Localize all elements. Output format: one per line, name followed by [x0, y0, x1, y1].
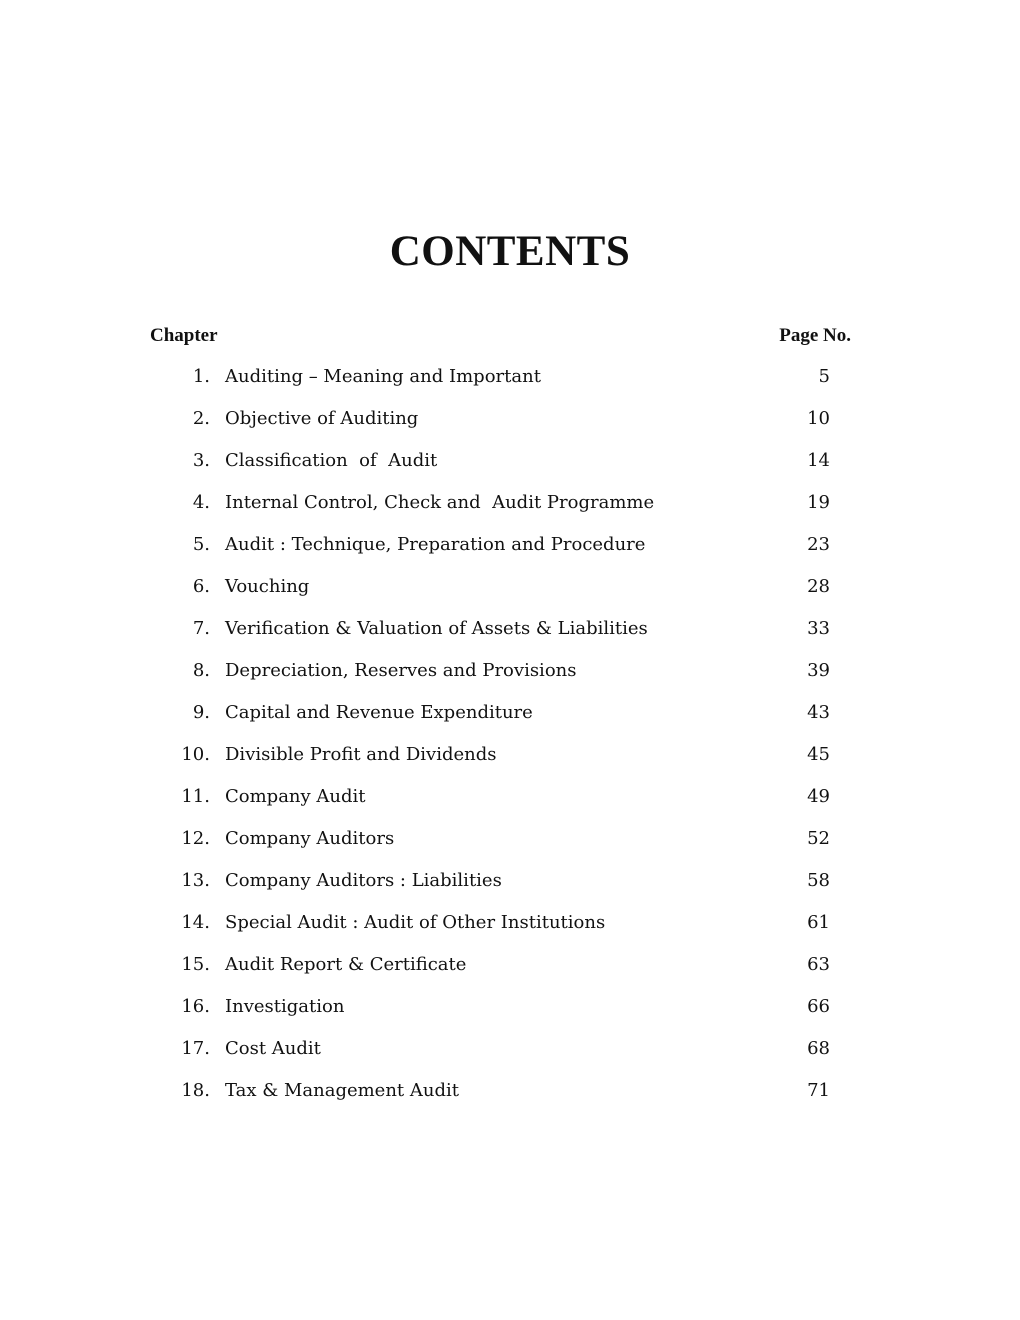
toc-entry-page: 63	[807, 954, 830, 975]
toc-entry-title: Capital and Revenue Expenditure	[225, 702, 533, 723]
toc-entry-title: Company Auditors	[225, 828, 395, 849]
toc-entry-page: 66	[807, 996, 830, 1017]
toc-entry	[0, 1037, 1020, 1079]
toc-entry-number: 4.	[192, 492, 210, 513]
toc-entry	[0, 1079, 1020, 1121]
toc-entry	[0, 617, 1020, 659]
toc-entry-page: 61	[807, 912, 830, 933]
toc-entry-number: 11.	[181, 786, 210, 807]
toc-entry-number: 16.	[181, 996, 210, 1017]
toc-entry-page: 28	[807, 576, 830, 597]
toc-entry-page: 14	[807, 450, 830, 471]
toc-entry-number: 10.	[181, 744, 210, 765]
toc-entry-title: Company Audit	[225, 786, 366, 807]
toc-entry	[0, 827, 1020, 869]
toc-entry-title: Tax & Management Audit	[225, 1080, 459, 1101]
toc-entry-title: Special Audit : Audit of Other Institutions	[225, 912, 606, 933]
page-title: CONTENTS	[389, 228, 631, 275]
toc-entry-title: Audit Report & Certificate	[225, 954, 467, 975]
toc-entry-title: Classification of Audit	[225, 450, 438, 471]
toc-entry-page: 23	[807, 534, 830, 555]
toc-entry	[0, 533, 1020, 575]
toc-entry-number: 18.	[181, 1080, 210, 1101]
toc-entry-page: 39	[807, 660, 830, 681]
toc-entry-title: Company Auditors : Liabilities	[225, 870, 502, 891]
toc-entry	[0, 911, 1020, 953]
toc-entry-number: 13.	[181, 870, 210, 891]
toc-entry-title: Verification & Valuation of Assets & Liabilities	[225, 618, 648, 639]
toc-entry-page: 43	[807, 702, 830, 723]
toc-entry	[0, 575, 1020, 617]
toc-entry-number: 1.	[192, 366, 210, 387]
toc-entry	[0, 365, 1020, 407]
toc-entry-number: 17.	[181, 1038, 210, 1059]
toc-entry-page: 45	[807, 744, 830, 765]
toc-entry	[0, 743, 1020, 785]
toc-entry	[0, 869, 1020, 911]
toc-entry	[0, 659, 1020, 701]
chapter-column-header: Chapter	[150, 325, 218, 346]
toc-entry-title: Internal Control, Check and Audit Programme	[225, 492, 655, 513]
toc-entry-page: 71	[807, 1080, 830, 1101]
toc-entry-page: 52	[807, 828, 830, 849]
toc-list	[0, 365, 1020, 1121]
toc-entry-title: Divisible Profit and Dividends	[225, 744, 497, 765]
toc-entry-number: 6.	[192, 576, 210, 597]
toc-entry-page: 58	[807, 870, 830, 891]
toc-entry-number: 14.	[181, 912, 210, 933]
toc-entry-page: 19	[807, 492, 830, 513]
toc-entry-title: Cost Audit	[225, 1038, 321, 1059]
page-number-column-header: Page No.	[779, 325, 851, 346]
toc-entry-number: 15.	[181, 954, 210, 975]
toc-entry-number: 7.	[192, 618, 210, 639]
toc-entry-number: 2.	[192, 408, 210, 429]
toc-entry	[0, 701, 1020, 743]
toc-entry	[0, 785, 1020, 827]
toc-entry-title: Depreciation, Reserves and Provisions	[225, 660, 577, 681]
toc-entry-page: 68	[807, 1038, 830, 1059]
toc-entry-title: Objective of Auditing	[225, 408, 419, 429]
toc-entry-title: Investigation	[225, 996, 345, 1017]
toc-entry-number: 5.	[192, 534, 210, 555]
toc-entry-title: Audit : Technique, Preparation and Procedure	[225, 534, 646, 555]
toc-entry-page: 5	[818, 366, 830, 387]
toc-entry-page: 49	[807, 786, 830, 807]
toc-entry	[0, 953, 1020, 995]
toc-entry	[0, 995, 1020, 1037]
toc-entry-page: 33	[807, 618, 830, 639]
toc-entry	[0, 407, 1020, 449]
toc-entry-number: 9.	[192, 702, 210, 723]
toc-entry-title: Auditing – Meaning and Important	[225, 366, 541, 387]
toc-entry-page: 10	[807, 408, 830, 429]
toc-entry-number: 3.	[192, 450, 210, 471]
toc-entry-number: 8.	[192, 660, 210, 681]
toc-entry-number: 12.	[181, 828, 210, 849]
toc-entry	[0, 449, 1020, 491]
toc-entry	[0, 491, 1020, 533]
toc-entry-title: Vouching	[225, 576, 310, 597]
